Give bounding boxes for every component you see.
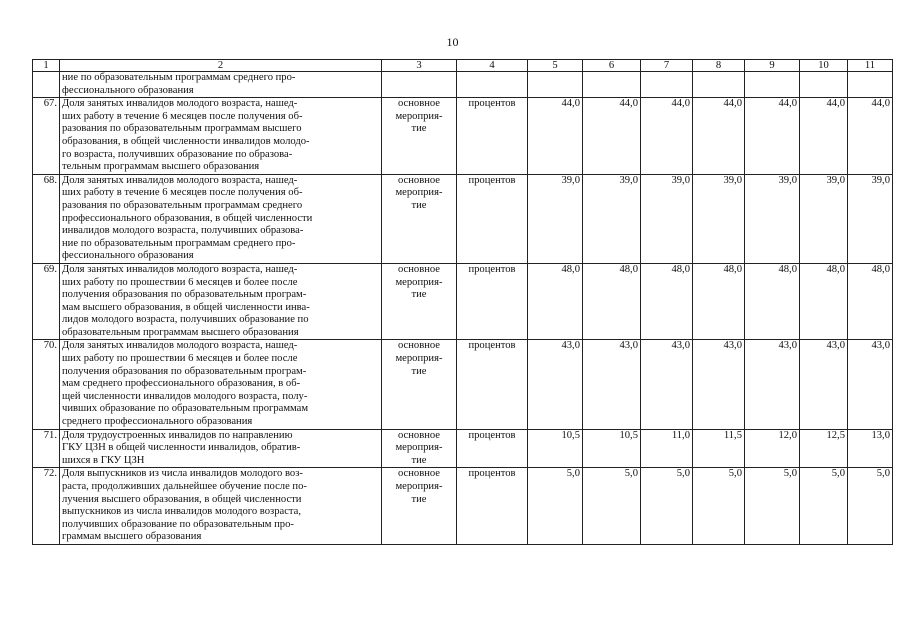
column-header-3: 3 — [382, 60, 457, 72]
empty-cell — [33, 72, 60, 98]
column-header-9: 9 — [745, 60, 800, 72]
description-line: среднего профессионального образования — [62, 416, 253, 428]
empty-cell — [583, 72, 641, 98]
value-cell-col-11: 39,0 — [848, 174, 893, 263]
indicator-description — [60, 340, 382, 429]
description-line: инвалидов молодого возраста, получивших образова- — [62, 225, 304, 237]
table-body — [33, 60, 893, 545]
measure-type-line: основное — [397, 340, 441, 352]
value-cell-col-11: 5,0 — [848, 468, 893, 545]
measure-type-line: мероприя- — [395, 110, 443, 122]
description-line: ших работу в течение 6 месяцев после получения об- — [62, 110, 303, 122]
measure-type-line: тие — [411, 454, 427, 466]
table-row — [33, 174, 893, 263]
description-line: ние по образовательным программам среднего про- — [62, 237, 296, 249]
description-line: Доля занятых инвалидов молодого возраста, нашед- — [62, 340, 298, 352]
value-cell-col-11: 44,0 — [848, 98, 893, 175]
row-number: 67. — [33, 98, 60, 175]
description-line: щей численности инвалидов молодого возраста, полу- — [62, 390, 308, 402]
description-line: лучения высшего образования, в общей численности — [62, 493, 302, 505]
table-row — [33, 340, 893, 429]
value-cell-col-9: 5,0 — [745, 468, 800, 545]
continuation-row — [33, 72, 893, 98]
table-row — [33, 429, 893, 468]
measure-type-line: тие — [411, 199, 427, 211]
value-cell-col-6: 48,0 — [583, 263, 641, 340]
value-cell-col-7: 43,0 — [641, 340, 693, 429]
measure-type — [382, 340, 457, 429]
description-line: лидов молодого возраста, получивших образование по — [62, 314, 309, 326]
description-line: получения образования по образовательным програм- — [62, 365, 307, 377]
value-cell-col-9: 39,0 — [745, 174, 800, 263]
column-header-2: 2 — [60, 60, 382, 72]
table-row — [33, 98, 893, 175]
measure-type-line: тие — [411, 123, 427, 135]
description-line: разования по образовательным программам среднего — [62, 199, 303, 211]
value-cell-col-7: 48,0 — [641, 263, 693, 340]
description-line: ГКУ ЦЗН в общей численности инвалидов, обратив- — [62, 442, 301, 454]
measure-type-line: мероприя- — [395, 353, 443, 365]
unit-cell: процентов — [457, 263, 528, 340]
description-line: граммам высшего образования — [62, 531, 202, 543]
description-line: мам высшего образования, в общей численности инва- — [62, 301, 310, 313]
measure-type-line: мероприя- — [395, 442, 443, 454]
column-header-1: 1 — [33, 60, 60, 72]
description-line: чивших образование по образовательным программам — [62, 403, 309, 415]
empty-cell — [848, 72, 893, 98]
value-cell-col-10: 39,0 — [800, 174, 848, 263]
row-number: 68. — [33, 174, 60, 263]
description-line: получения образования по образовательным програм- — [62, 289, 307, 301]
description-line: фессионального образования — [62, 250, 194, 262]
column-header-4: 4 — [457, 60, 528, 72]
value-cell-col-6: 5,0 — [583, 468, 641, 545]
value-cell-col-10: 44,0 — [800, 98, 848, 175]
description-line: раста, продолживших дальнейшее обучение после по- — [62, 481, 307, 492]
measure-type — [382, 429, 457, 468]
column-header-11: 11 — [848, 60, 893, 72]
row-number: 69. — [33, 263, 60, 340]
value-cell-col-10: 12,5 — [800, 429, 848, 468]
page-number: 10 — [446, 35, 459, 49]
row-number: 72. — [33, 468, 60, 545]
value-cell-col-5: 44,0 — [528, 98, 583, 175]
value-cell-col-11: 13,0 — [848, 429, 893, 468]
column-number-header — [33, 60, 893, 72]
value-cell-col-10: 48,0 — [800, 263, 848, 340]
unit-cell: процентов — [457, 174, 528, 263]
value-cell-col-7: 5,0 — [641, 468, 693, 545]
description-line: образовательным программам высшего образования — [62, 326, 299, 338]
description-line: ние по образовательным программам среднего про- — [62, 72, 296, 83]
description-line: разования по образовательным программам высшего — [62, 123, 302, 135]
table-row — [33, 468, 893, 545]
value-cell-col-9: 43,0 — [745, 340, 800, 429]
measure-type — [382, 468, 457, 545]
value-cell-col-11: 48,0 — [848, 263, 893, 340]
indicator-description — [60, 263, 382, 340]
measure-type-line: тие — [411, 493, 427, 505]
table-row — [33, 263, 893, 340]
measure-type-line: основное — [397, 174, 441, 186]
row-number: 71. — [33, 429, 60, 468]
measure-type-line: основное — [397, 429, 441, 441]
value-cell-col-5: 39,0 — [528, 174, 583, 263]
value-cell-col-8: 44,0 — [693, 98, 745, 175]
column-header-5: 5 — [528, 60, 583, 72]
measure-type-line: мероприя- — [395, 481, 443, 492]
value-cell-col-9: 44,0 — [745, 98, 800, 175]
description-line: фессионального образования — [62, 84, 194, 96]
measure-type-line: мероприя- — [395, 187, 443, 199]
value-cell-col-8: 43,0 — [693, 340, 745, 429]
measure-type — [382, 174, 457, 263]
empty-cell — [382, 72, 457, 98]
unit-cell: процентов — [457, 340, 528, 429]
empty-cell — [800, 72, 848, 98]
empty-cell — [745, 72, 800, 98]
column-header-10: 10 — [800, 60, 848, 72]
measure-type-line: мероприя- — [395, 276, 443, 288]
value-cell-col-5: 48,0 — [528, 263, 583, 340]
value-cell-col-8: 48,0 — [693, 263, 745, 340]
value-cell-col-11: 43,0 — [848, 340, 893, 429]
description-line: выпускников из числа инвалидов молодого возраста, — [62, 506, 302, 518]
value-cell-col-6: 10,5 — [583, 429, 641, 468]
empty-cell — [457, 72, 528, 98]
description-line: мам среднего профессионального образования, в об- — [62, 378, 301, 390]
measure-type-line: основное — [397, 468, 441, 480]
indicators-table — [32, 59, 893, 545]
description-line: ших работу по прошествии 6 месяцев и более после — [62, 353, 298, 365]
description-line: ших работу по прошествии 6 месяцев и более после — [62, 276, 298, 288]
value-cell-col-5: 10,5 — [528, 429, 583, 468]
value-cell-col-5: 5,0 — [528, 468, 583, 545]
value-cell-col-6: 39,0 — [583, 174, 641, 263]
measure-type-line: тие — [411, 289, 427, 301]
value-cell-col-10: 5,0 — [800, 468, 848, 545]
indicator-description — [60, 429, 382, 468]
row-number: 70. — [33, 340, 60, 429]
measure-type — [382, 98, 457, 175]
value-cell-col-6: 43,0 — [583, 340, 641, 429]
description-line: Доля выпускников из числа инвалидов молодого воз- — [62, 468, 303, 480]
value-cell-col-9: 48,0 — [745, 263, 800, 340]
description-line: го возраста, получивших образование по образова- — [62, 148, 293, 160]
description-line: образования, в общей численности инвалидов молодо- — [62, 135, 310, 147]
unit-cell: процентов — [457, 429, 528, 468]
measure-type-line: основное — [397, 263, 441, 275]
value-cell-col-9: 12,0 — [745, 429, 800, 468]
value-cell-col-7: 11,0 — [641, 429, 693, 468]
unit-cell: процентов — [457, 98, 528, 175]
indicator-description — [60, 174, 382, 263]
measure-type-line: основное — [397, 98, 441, 110]
empty-cell — [641, 72, 693, 98]
description-line: шихся в ГКУ ЦЗН — [62, 454, 145, 466]
description-line: ших работу в течение 6 месяцев после получения об- — [62, 187, 303, 199]
description-line: получивших образование по образовательным про- — [62, 518, 294, 530]
unit-cell: процентов — [457, 468, 528, 545]
description-line: тельным программам высшего образования — [62, 161, 260, 173]
description-line: Доля занятых инвалидов молодого возраста, нашед- — [62, 98, 298, 110]
continuation-description — [60, 72, 382, 98]
value-cell-col-8: 39,0 — [693, 174, 745, 263]
measure-type-line: тие — [411, 365, 427, 377]
empty-cell — [693, 72, 745, 98]
column-header-6: 6 — [583, 60, 641, 72]
description-line: Доля занятых инвалидов молодого возраста, нашед- — [62, 174, 298, 186]
value-cell-col-7: 39,0 — [641, 174, 693, 263]
description-line: Доля занятых инвалидов молодого возраста, нашед- — [62, 263, 298, 275]
value-cell-col-5: 43,0 — [528, 340, 583, 429]
measure-type — [382, 263, 457, 340]
value-cell-col-7: 44,0 — [641, 98, 693, 175]
empty-cell — [528, 72, 583, 98]
column-header-7: 7 — [641, 60, 693, 72]
indicator-description — [60, 98, 382, 175]
column-header-8: 8 — [693, 60, 745, 72]
value-cell-col-8: 5,0 — [693, 468, 745, 545]
indicator-description — [60, 468, 382, 545]
description-line: Доля трудоустроенных инвалидов по направлению — [62, 429, 293, 441]
value-cell-col-10: 43,0 — [800, 340, 848, 429]
description-line: профессионального образования, в общей численности — [62, 212, 313, 224]
value-cell-col-6: 44,0 — [583, 98, 641, 175]
value-cell-col-8: 11,5 — [693, 429, 745, 468]
